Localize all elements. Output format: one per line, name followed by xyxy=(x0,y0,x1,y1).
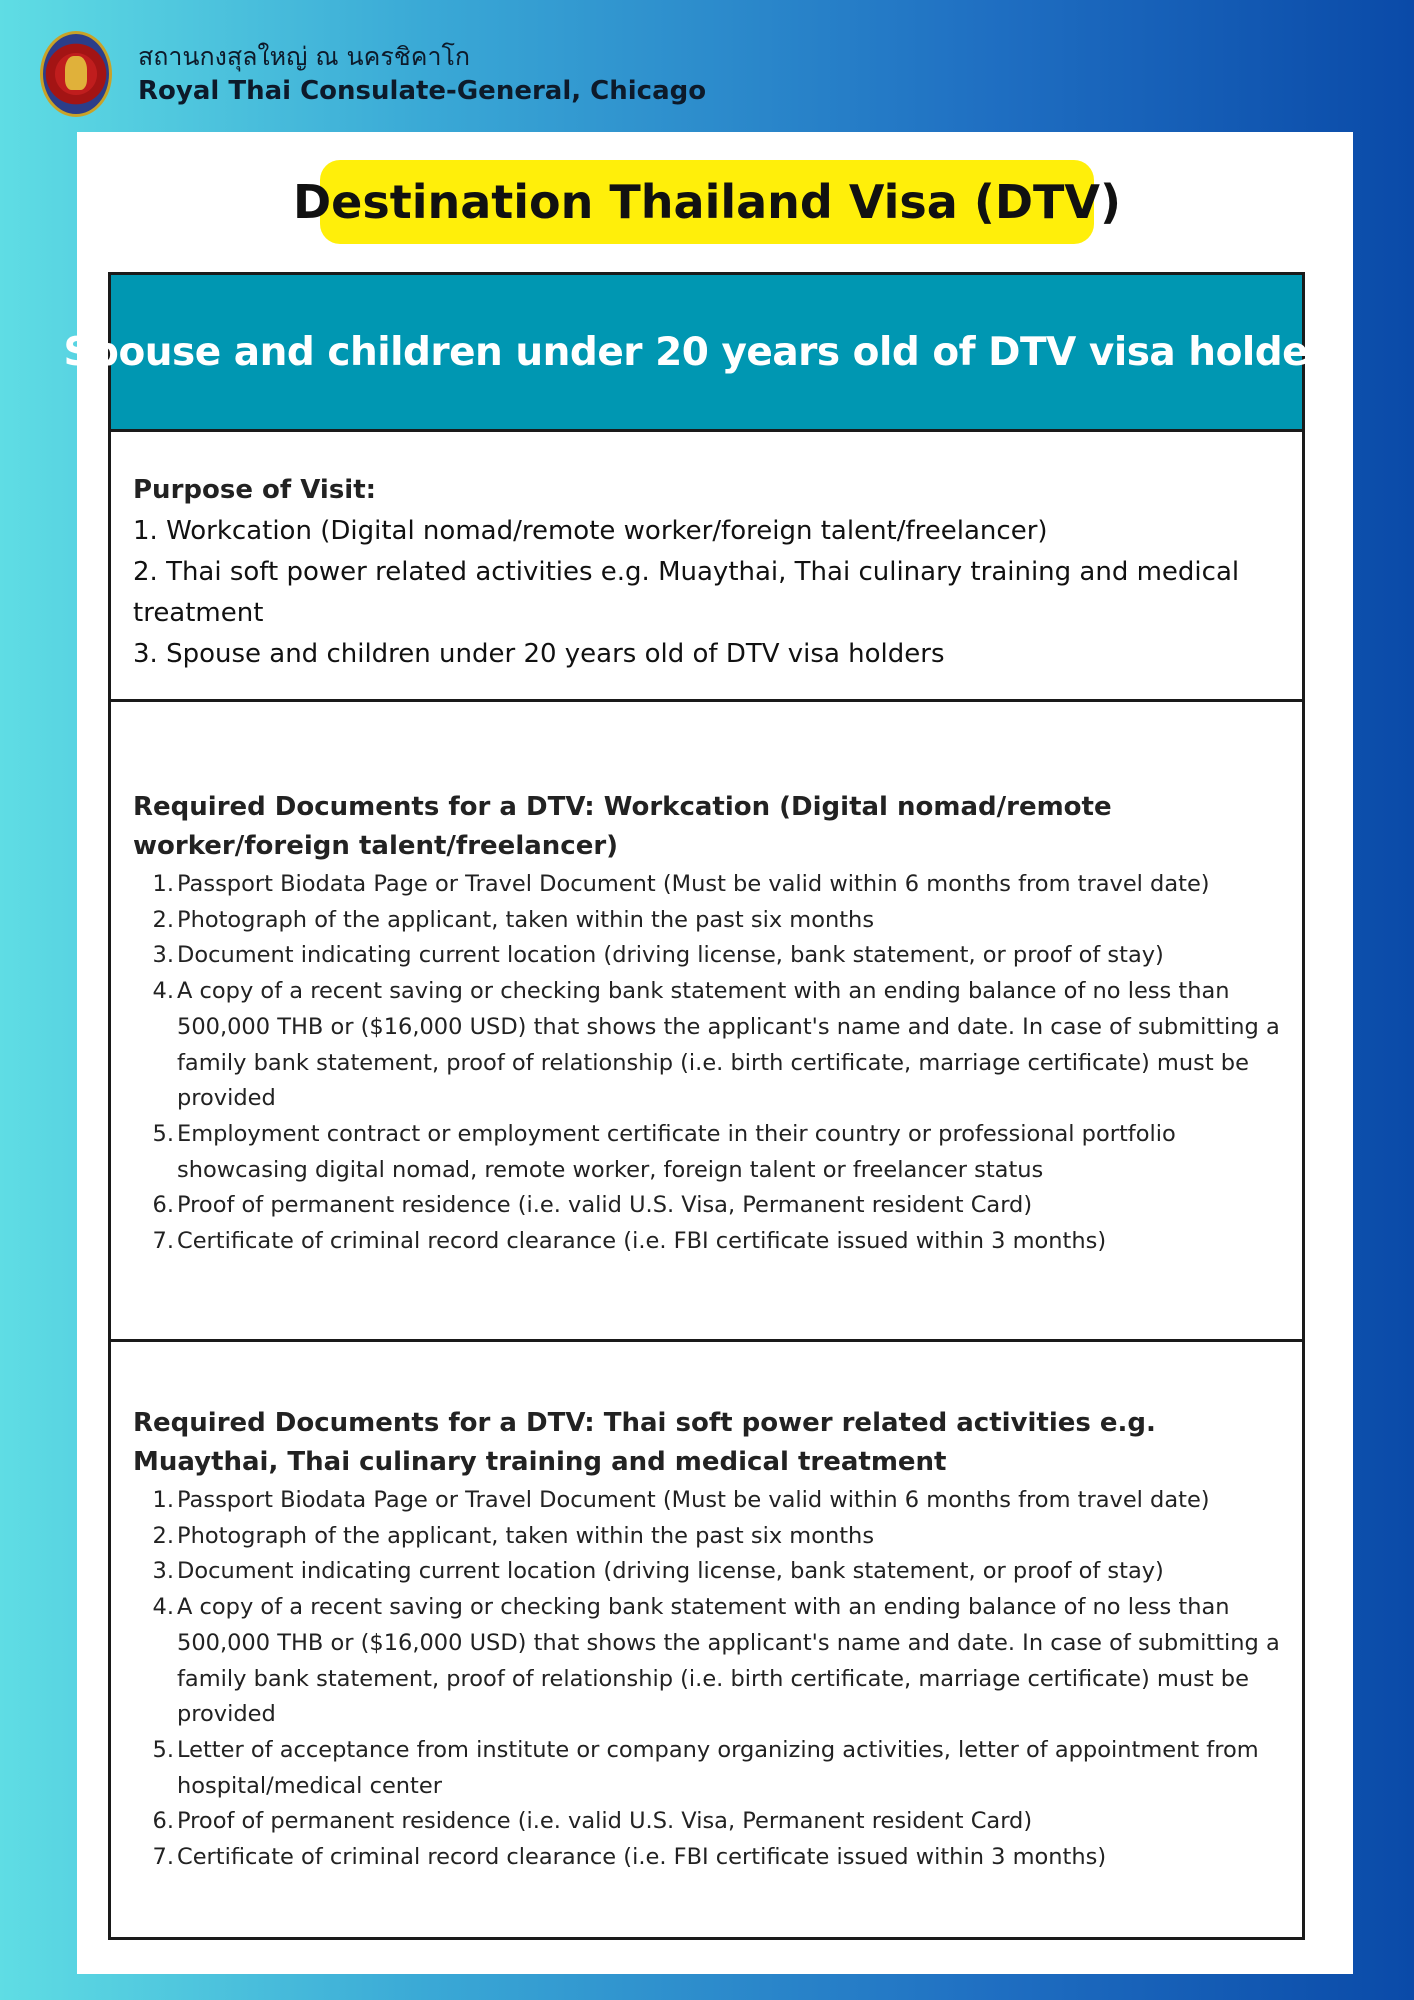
purpose-item: 3. Spouse and children under 20 years old of DTV visa holders xyxy=(133,639,945,669)
list-number: 5. xyxy=(152,1120,174,1147)
consulate-seal-icon xyxy=(40,31,112,117)
list-item xyxy=(133,903,1280,939)
list-number: 7. xyxy=(152,1844,174,1871)
list-text: A copy of a recent saving or checking bank statement with an ending balance of no less than 500,000 THB or ($16,000 USD) that shows the applicant's name and date. In case of submitting a family bank statement, proof of relationship (i.e. birth certificate, marriage certificate) must be provided xyxy=(177,1594,1280,1728)
list-number: 7. xyxy=(152,1228,174,1255)
list-item xyxy=(133,1554,1280,1590)
banner-title: Spouse and children under 20 years old of DTV visa holders xyxy=(63,329,1350,375)
list-item xyxy=(133,1840,1280,1876)
soft-power-document-list xyxy=(133,1483,1280,1876)
consulate-name-thai: สถานกงสุลใหญ่ ณ นครชิคาโก xyxy=(138,42,471,71)
list-item xyxy=(133,1224,1280,1260)
list-text: Passport Biodata Page or Travel Document (Must be valid within 6 months from travel date) xyxy=(177,871,1210,897)
list-item xyxy=(133,938,1280,974)
consulate-name-english: Royal Thai Consulate-General, Chicago xyxy=(138,76,707,106)
workcation-document-list xyxy=(133,867,1280,1260)
list-item xyxy=(133,1733,1280,1804)
document-sheet xyxy=(63,132,1353,1974)
list-number: 2. xyxy=(152,1522,174,1549)
soft-power-section xyxy=(111,1342,1302,1934)
header-text xyxy=(138,40,706,108)
list-number: 6. xyxy=(152,1192,174,1219)
list-number: 4. xyxy=(152,1594,174,1621)
list-text: Employment contract or employment certificate in their country or professional portfolio showcasing digital nomad, remote worker, foreign talent or freelancer status xyxy=(177,1120,1176,1183)
list-text: Certificate of criminal record clearance (i.e. FBI certificate issued within 3 months) xyxy=(177,1228,1107,1255)
list-item xyxy=(133,1590,1280,1733)
workcation-section xyxy=(111,702,1302,1342)
list-number: 1. xyxy=(152,871,174,897)
workcation-heading: Required Documents for a DTV: Workcation (Digital nomad/remote worker/foreign talent/freelancer) xyxy=(133,792,1112,861)
soft-power-heading: Required Documents for a DTV: Thai soft power related activities e.g. Muaythai, Thai culinary training and medical treatment xyxy=(133,1408,1156,1477)
list-number: 6. xyxy=(152,1808,174,1835)
list-number: 4. xyxy=(152,978,174,1005)
list-text: Passport Biodata Page or Travel Document (Must be valid within 6 months from travel date) xyxy=(177,1487,1210,1513)
purpose-item: 1. Workcation (Digital nomad/remote worker/foreign talent/freelancer) xyxy=(133,516,1048,546)
list-text: Document indicating current location (driving license, bank statement, or proof of stay) xyxy=(177,1558,1164,1585)
list-item xyxy=(133,974,1280,1117)
page-header xyxy=(40,28,706,120)
page-title: Destination Thailand Visa (DTV) xyxy=(292,175,1122,229)
list-item xyxy=(133,1188,1280,1224)
list-text: Letter of acceptance from institute or company organizing activities, letter of appointment from hospital/medical center xyxy=(177,1736,1259,1799)
list-number: 1. xyxy=(152,1487,174,1513)
list-item xyxy=(133,1117,1280,1188)
purpose-item: 2. Thai soft power related activities e.g. Muaythai, Thai culinary training and medical treatment xyxy=(133,557,1240,628)
list-item xyxy=(133,1804,1280,1840)
list-text: Proof of permanent residence (i.e. valid U.S. Visa, Permanent resident Card) xyxy=(177,1192,1033,1219)
list-number: 2. xyxy=(152,906,174,933)
list-item xyxy=(133,1483,1280,1519)
list-number: 5. xyxy=(152,1736,174,1763)
list-text: Certificate of criminal record clearance (i.e. FBI certificate issued within 3 months) xyxy=(177,1844,1107,1871)
purpose-heading: Purpose of Visit: xyxy=(133,475,377,505)
category-banner xyxy=(63,275,1350,432)
list-text: A copy of a recent saving or checking bank statement with an ending balance of no less than 500,000 THB or ($16,000 USD) that shows the applicant's name and date. In case of submitting a family bank statement, proof of relationship (i.e. birth certificate, marriage certificate) must be provided xyxy=(177,978,1280,1112)
content-box xyxy=(63,272,1350,1940)
list-number: 3. xyxy=(152,942,174,969)
title-badge xyxy=(292,160,1122,244)
list-item xyxy=(133,867,1280,903)
list-text: Photograph of the applicant, taken within the past six months xyxy=(177,1522,875,1549)
list-item xyxy=(133,1519,1280,1555)
purpose-section xyxy=(111,432,1302,702)
list-number: 3. xyxy=(152,1558,174,1585)
list-text: Photograph of the applicant, taken within the past six months xyxy=(177,906,875,933)
list-text: Document indicating current location (driving license, bank statement, or proof of stay) xyxy=(177,942,1164,969)
list-text: Proof of permanent residence (i.e. valid U.S. Visa, Permanent resident Card) xyxy=(177,1808,1033,1835)
